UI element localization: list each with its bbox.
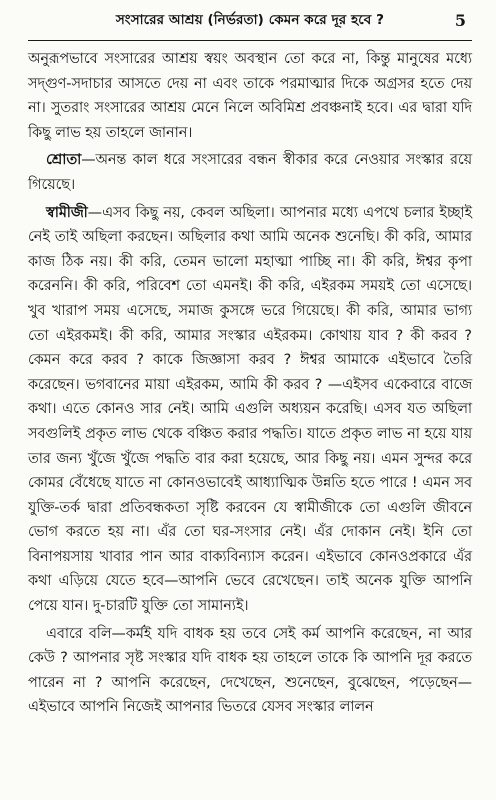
page-number: 5 xyxy=(454,11,466,30)
paragraph-text: —অনন্ত কাল ধরে সংসারের বন্ধন স্বীকার করে নেওয়ার সংস্কার রয়ে গিয়েছে। xyxy=(28,152,472,193)
dialogue-paragraph xyxy=(28,148,472,197)
paragraph xyxy=(28,622,472,720)
running-header xyxy=(28,0,472,41)
page-body xyxy=(28,47,472,720)
chapter-title: সংসারের আশ্রয় (নির্ভরতা) কেমন করে দূর হবে ? xyxy=(115,11,385,28)
paragraph-text: এবারে বলি—কর্মই যদি বাধক হয় তবে সেই কর্ম আপনি করেছেন, না আর কেউ ? আপনার সৃষ্ট সংস্কার যদি বাধক হয় তাহলে তাকে কি আপনি দূর করতে পারেন না ? আপনি করেছেন, দেখেছেন, শুনেছেন, বুঝেছেন, পড়েছেন—এইভাবে আপনি নিজেই আপনার ভিতরে যেসব সংস্কার লালন xyxy=(28,625,472,716)
paragraph-text: অনুরূপভাবে সংসারের আশ্রয় স্বয়ং অবস্থান তো করে না, কিন্তু মানুষের মধ্যে সদ্গুণ-সদাচার আসতে দেয় না এবং তাকে পরমাত্মার দিকে অগ্রসর হতে দেয় না। সুতরাং সংসারের আশ্রয় মেনে নিলে অবিমিশ্র প্রবঞ্চনাই হবে। এর দ্বারা যদি কিছু লাভ হয় তাহলে জানান। xyxy=(28,51,472,141)
dialogue-paragraph xyxy=(28,201,472,619)
speaker-label: শ্রোতা xyxy=(46,152,82,169)
paragraph xyxy=(28,47,472,145)
paragraph-text: —এসব কিছু নয়, কেবল অছিলা। আপনার মধ্যে এপথে চলার ইচ্ছাই নেই তাই অছিলা করছেন। অছিলার কথা আমি অনেক শুনেছি। কী করি, আমার কাজ ঠিক নয়। কী করি, তেমন ভালো মহাত্মা পাচ্ছি না। কী করি, ঈশ্বর কৃপা করেননি। কী করি, পরিবেশ তো এমনই। কী করি, এইরকম সময়ই তো এসেছে। খুব খারাপ সময় এসেছে, সমাজ কুসঙ্গে ভরে গিয়েছে। কী করি, আমার ভাগ্য তো এইরকমই। কী করি, আমার সংস্কার এইরকম। কোথায় যাব ? কী করব ? কেমন করে করব ? কাকে জিজ্ঞাসা করব ? ঈশ্বর আমাকে এইভাবে তৈরি করেছেন। ভগবানের মায়া এইরকম, আমি কী করব ? —এইসব একেবারে বাজে কথা। এতে কোনও সার নেই। আমি এগুলি অধ্যয়ন করেছি। এসব যত অছিলা সবগুলিই প্রকৃত লাভ থেকে বঞ্চিত করার পদ্ধতি। যাতে প্রকৃত লাভ না হয়ে যায় তার জন্য খুঁজে খুঁজে পদ্ধতি বার করা হয়েছে, আর কিছু নয়। এমন সুন্দর করে কোমর বেঁধেছে যাতে না কোনওভাবেই আধ্যাত্মিক উন্নতি হতে পারে ! এমন সব যুক্তি-তর্ক দ্বারা প্রতিবন্ধকতা সৃষ্টি করবেন যে স্বামীজীকে তো এগুলি জীবনে ভোগ করতে হয় না। এঁর তো ঘর-সংসার নেই। এঁর দোকান নেই। ইনি তো বিনাপয়সায় খাবার পান আর বাক্যবিন্যাস করেন। এইভাবে কোনওপ্রকারে এঁর কথা এড়িয়ে যেতে হবে—আপনি ভেবে রেখেছেন। তাই অনেক যুক্তি আপনি পেয়ে যান। দু-চারটি যুক্তি তো সামান্যই। xyxy=(28,204,472,615)
speaker-label: স্বামীজী xyxy=(46,204,88,221)
